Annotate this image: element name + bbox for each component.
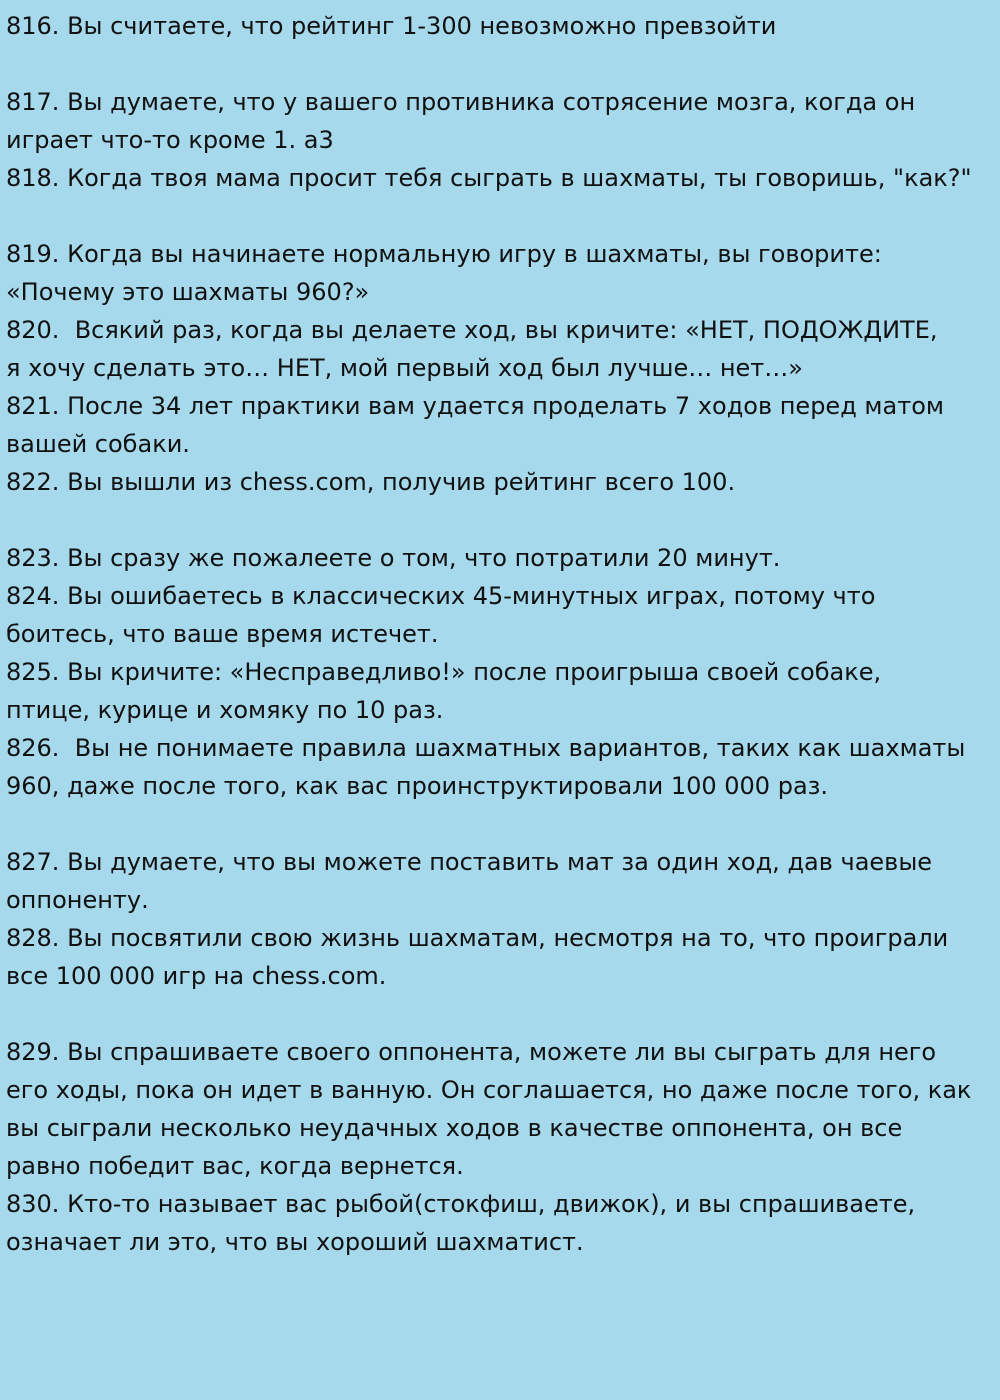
- blank-line: [6, 995, 996, 1033]
- text-line: 822. Вы вышли из chess.com, получив рейтинг всего 100.: [6, 468, 736, 496]
- text-line: 827. Вы думаете, что вы можете поставить мат за один ход, дав чаевые: [6, 848, 933, 876]
- blank-line: [6, 197, 996, 235]
- text-line: 830. Кто-то называет вас рыбой(стокфиш, движок), и вы спрашиваете,: [6, 1190, 916, 1218]
- text-line: 816. Вы считаете, что рейтинг 1-300 невозможно превзойти: [6, 12, 777, 40]
- text-line: все 100 000 игр на chess.com.: [6, 962, 387, 990]
- text-line: означает ли это, что вы хороший шахматист.: [6, 1228, 584, 1256]
- blank-line: [6, 45, 996, 83]
- text-line: птице, курице и хомяку по 10 раз.: [6, 696, 444, 724]
- text-line: 828. Вы посвятили свою жизнь шахматам, несмотря на то, что проиграли: [6, 924, 949, 952]
- text-line: его ходы, пока он идет в ванную. Он соглашается, но даже после того, как: [6, 1076, 972, 1104]
- text-line: 817. Вы думаете, что у вашего противника сотрясение мозга, когда он: [6, 88, 916, 116]
- text-line: вы сыграли несколько неудачных ходов в качестве оппонента, он все: [6, 1114, 903, 1142]
- text-line: боитесь, что ваше время истечет.: [6, 620, 439, 648]
- text-line: 829. Вы спрашиваете своего оппонента, можете ли вы сыграть для него: [6, 1038, 937, 1066]
- text-line: 818. Когда твоя мама просит тебя сыграть в шахматы, ты говоришь, "как?": [6, 164, 972, 192]
- text-line: равно победит вас, когда вернется.: [6, 1152, 464, 1180]
- text-line: 819. Когда вы начинаете нормальную игру в шахматы, вы говорите:: [6, 240, 882, 268]
- text-line: я хочу сделать это… НЕТ, мой первый ход был лучше… нет…»: [6, 354, 803, 382]
- text-line: 826. Вы не понимаете правила шахматных вариантов, таких как шахматы: [6, 734, 966, 762]
- text-line: 960, даже после того, как вас проинструктировали 100 000 раз.: [6, 772, 829, 800]
- blank-line: [6, 805, 996, 843]
- text-lines: [6, 7, 996, 1261]
- text-line: вашей собаки.: [6, 430, 190, 458]
- text-line: 825. Вы кричите: «Несправедливо!» после проигрыша своей собаке,: [6, 658, 882, 686]
- text-line: «Почему это шахматы 960?»: [6, 278, 370, 306]
- text-line: 824. Вы ошибаетесь в классических 45-минутных играх, потому что: [6, 582, 876, 610]
- blank-line: [6, 501, 996, 539]
- text-line: 823. Вы сразу же пожалеете о том, что потратили 20 минут.: [6, 544, 781, 572]
- text-line: 821. После 34 лет практики вам удается проделать 7 ходов перед матом: [6, 392, 945, 420]
- text-line: играет что-то кроме 1. а3: [6, 126, 334, 154]
- text-line: оппоненту.: [6, 886, 149, 914]
- text-line: 820. Всякий раз, когда вы делаете ход, вы кричите: «НЕТ, ПОДОЖДИТЕ,: [6, 316, 938, 344]
